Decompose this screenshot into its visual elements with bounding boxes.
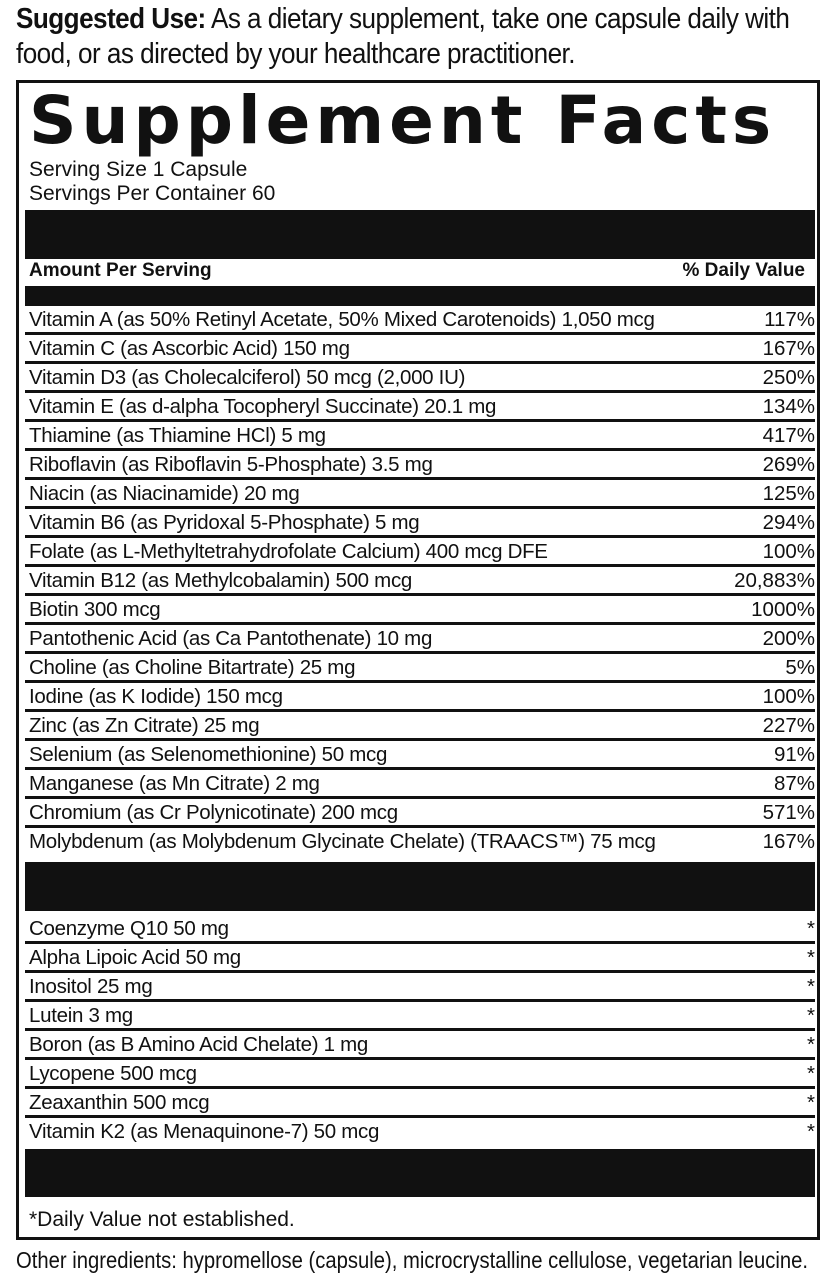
nutrient-row <box>25 451 815 480</box>
nutrient-row <box>25 393 815 422</box>
panel-title: Supplement Facts <box>29 82 777 159</box>
daily-value-header: % Daily Value <box>682 260 805 281</box>
nutrient-name: Lutein 3 mg <box>29 1004 133 1027</box>
suggested-use <box>16 2 831 72</box>
nutrient-daily-value: 1000% <box>751 598 815 621</box>
nutrient-name: Pantothenic Acid (as Ca Pantothenate) 10 mg <box>29 627 433 650</box>
nutrient-row <box>25 712 815 741</box>
nutrient-name: Vitamin A (as 50% Retinyl Acetate, 50% Mixed Carotenoids) 1,050 mcg <box>29 308 655 331</box>
nutrient-daily-value: 125% <box>762 482 815 505</box>
nutrient-daily-value: * <box>807 975 815 998</box>
nutrient-name: Manganese (as Mn Citrate) 2 mg <box>29 772 320 795</box>
nutrient-name: Vitamin C (as Ascorbic Acid) 150 mg <box>29 337 350 360</box>
nutrient-daily-value: 100% <box>762 685 815 708</box>
nutrient-name: Folate (as L-Methyltetrahydrofolate Calcium) 400 mcg DFE <box>29 540 548 563</box>
nutrient-row <box>25 973 815 1002</box>
nutrient-daily-value: * <box>807 1004 815 1027</box>
servings-per-container: Servings Per Container 60 <box>29 182 276 205</box>
nutrient-daily-value: * <box>807 917 815 940</box>
nutrient-daily-value: * <box>807 1120 815 1143</box>
nutrient-name: Vitamin B12 (as Methylcobalamin) 500 mcg <box>29 569 412 592</box>
nutrient-daily-value: 294% <box>762 511 815 534</box>
nutrient-daily-value: 269% <box>762 453 815 476</box>
nutrient-row <box>25 1060 815 1089</box>
serving-size: Serving Size 1 Capsule <box>29 158 248 181</box>
nutrient-name: Niacin (as Niacinamide) 20 mg <box>29 482 300 505</box>
nutrient-daily-value: 571% <box>762 801 815 824</box>
thick-divider-middle <box>25 862 815 911</box>
nutrient-row <box>25 596 815 625</box>
amount-per-serving-header: Amount Per Serving <box>29 260 212 281</box>
nutrient-daily-value: 5% <box>785 656 815 679</box>
other-ingredients: Other ingredients: hypromellose (capsule), microcrystalline cellulose, vegetarian leucine. <box>16 1247 808 1273</box>
nutrient-row <box>25 364 815 393</box>
nutrient-row <box>25 770 815 799</box>
nutrient-row <box>25 538 815 567</box>
nutrient-row <box>25 625 815 654</box>
nutrient-row <box>25 422 815 451</box>
nutrient-name: Vitamin E (as d-alpha Tocopheryl Succinate) 20.1 mg <box>29 395 497 418</box>
nutrient-daily-value: * <box>807 1033 815 1056</box>
nutrient-daily-value: 250% <box>762 366 815 389</box>
nutrient-name: Vitamin D3 (as Cholecalciferol) 50 mcg (2,000 IU) <box>29 366 466 389</box>
nutrient-row <box>25 509 815 538</box>
nutrient-daily-value: 91% <box>773 743 815 766</box>
nutrient-daily-value: 167% <box>762 337 815 360</box>
nutrient-list <box>25 306 815 854</box>
nutrient-row <box>25 1118 815 1144</box>
amount-header-row <box>29 259 805 283</box>
nutrient-daily-value: 167% <box>762 830 815 853</box>
nutrient-row <box>25 480 815 509</box>
nutrient-name: Selenium (as Selenomethionine) 50 mcg <box>29 743 388 766</box>
nutrient-row <box>25 741 815 770</box>
nutrient-row <box>25 828 815 854</box>
nutrient-name: Lycopene 500 mcg <box>29 1062 197 1085</box>
nutrient-name: Vitamin K2 (as Menaquinone-7) 50 mcg <box>29 1120 380 1143</box>
nutrient-name: Zeaxanthin 500 mcg <box>29 1091 210 1114</box>
nutrient-row <box>25 654 815 683</box>
nutrient-row <box>25 799 815 828</box>
nutrient-name: Iodine (as K Iodide) 150 mcg <box>29 685 283 708</box>
nutrient-name: Zinc (as Zn Citrate) 25 mg <box>29 714 260 737</box>
nutrient-row <box>25 1031 815 1060</box>
nutrient-row <box>25 1002 815 1031</box>
other-nutrient-list <box>25 915 815 1144</box>
nutrient-row <box>25 306 815 335</box>
thick-divider-top <box>25 210 815 259</box>
nutrient-name: Thiamine (as Thiamine HCl) 5 mg <box>29 424 326 447</box>
nutrient-name: Alpha Lipoic Acid 50 mg <box>29 946 241 969</box>
nutrient-daily-value: 20,883% <box>734 569 815 592</box>
nutrient-name: Riboflavin (as Riboflavin 5-Phosphate) 3.5 mg <box>29 453 433 476</box>
daily-value-footnote: *Daily Value not established. <box>29 1208 295 1231</box>
nutrient-daily-value: 117% <box>764 308 815 331</box>
nutrient-row <box>25 335 815 364</box>
nutrient-row <box>25 567 815 596</box>
nutrient-row <box>25 1089 815 1118</box>
nutrient-name: Inositol 25 mg <box>29 975 153 998</box>
nutrient-daily-value: 200% <box>762 627 815 650</box>
suggested-use-text: As a dietary supplement, take one capsule daily with food, or as directed by your healthcare practitioner. <box>16 3 790 70</box>
nutrient-daily-value: 417% <box>762 424 815 447</box>
nutrient-row <box>25 683 815 712</box>
nutrient-daily-value: * <box>807 1062 815 1085</box>
nutrient-name: Biotin 300 mcg <box>29 598 161 621</box>
nutrient-daily-value: 100% <box>762 540 815 563</box>
nutrient-daily-value: 227% <box>762 714 815 737</box>
nutrient-name: Choline (as Choline Bitartrate) 25 mg <box>29 656 356 679</box>
supplement-facts-panel <box>16 80 820 1240</box>
nutrient-name: Molybdenum (as Molybdenum Glycinate Chelate) (TRAACS™) 75 mcg <box>29 830 656 853</box>
nutrient-name: Chromium (as Cr Polynicotinate) 200 mcg <box>29 801 398 824</box>
nutrient-row <box>25 915 815 944</box>
nutrient-name: Boron (as B Amino Acid Chelate) 1 mg <box>29 1033 369 1056</box>
nutrient-daily-value: 87% <box>773 772 815 795</box>
nutrient-name: Vitamin B6 (as Pyridoxal 5-Phosphate) 5 mg <box>29 511 420 534</box>
nutrient-daily-value: 134% <box>762 395 815 418</box>
nutrient-row <box>25 944 815 973</box>
nutrient-daily-value: * <box>807 1091 815 1114</box>
nutrient-daily-value: * <box>807 946 815 969</box>
medium-divider <box>25 286 815 306</box>
nutrient-name: Coenzyme Q10 50 mg <box>29 917 229 940</box>
thick-divider-bottom <box>25 1149 815 1197</box>
suggested-use-label: Suggested Use: <box>16 3 206 35</box>
